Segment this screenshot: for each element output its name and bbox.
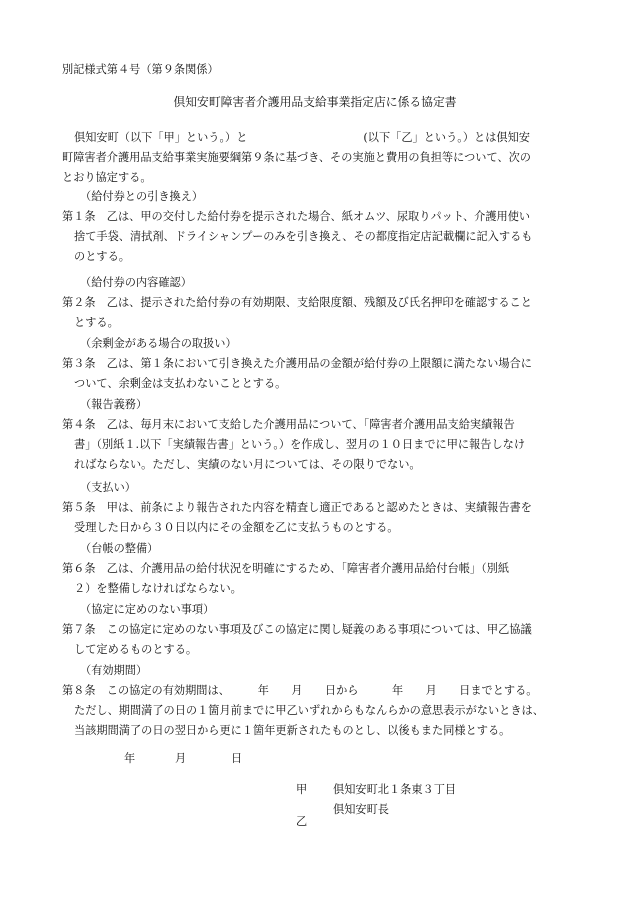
article-line: 捨て手袋、清拭剤、ドライシャンプーのみを引き換え、その都度指定店記載欄に記入するも bbox=[74, 230, 533, 243]
article-line: 第２条 乙は、提示された給付券の有効期限、支給限度額、残額及び氏名押印を確認すること bbox=[62, 296, 532, 309]
article-1 bbox=[62, 187, 590, 267]
intro-line-2: 町障害者介護用品支給事業実施要綱第９条に基づき、その実施と費用の負担等について、次の bbox=[62, 151, 531, 164]
article-heading: （余剰金がある場合の取扱い） bbox=[80, 337, 237, 350]
article-7 bbox=[62, 600, 590, 660]
article-line: とする。 bbox=[74, 316, 119, 329]
article-3 bbox=[62, 334, 590, 394]
article-heading: （支払い） bbox=[80, 481, 136, 494]
date-year-label: 年 bbox=[124, 752, 136, 765]
date-day-label: 日 bbox=[231, 752, 243, 765]
article-heading: （報告義務） bbox=[80, 398, 148, 411]
party-a-address: 倶知安町北１条東３丁目 bbox=[333, 783, 457, 796]
article-line: 当該期間満了の日の翌日から更に１箇年更新されたものとし、以後もまた同様とする。 bbox=[74, 724, 511, 737]
article-8 bbox=[62, 661, 590, 741]
article-5 bbox=[62, 478, 590, 538]
article-line: ２）を整備しなければならない。 bbox=[74, 582, 242, 595]
article-heading: （有効期間） bbox=[80, 664, 148, 677]
article-line: 書」（別紙１.以下「実績報告書」という。）を作成し、翌月の１０日までに甲に報告しなけ bbox=[74, 438, 526, 451]
article-line: 受理した日から３０日以内にその金額を乙に支払うものとする。 bbox=[74, 521, 399, 534]
article-line: ればならない。ただし、実績のない月については、その限りでない。 bbox=[74, 458, 421, 471]
party-b-mark: 乙 bbox=[296, 815, 308, 828]
article-2 bbox=[62, 273, 590, 333]
article-4 bbox=[62, 395, 590, 475]
article-line: のとする。 bbox=[74, 250, 130, 263]
article-line: 第６条 乙は、介護用品の給付状況を明確にするため、「障害者介護用品給付台帳」（別紙 bbox=[62, 562, 510, 575]
article-6 bbox=[62, 539, 590, 599]
signing-date-line bbox=[124, 749, 242, 769]
article-heading: （給付券の内容確認） bbox=[80, 276, 192, 289]
intro-line-1 bbox=[62, 128, 590, 148]
article-line: ただし、期間満了の日の１箇月前までに甲乙いずれからもなんらかの意思表示がないときは、 bbox=[74, 704, 544, 717]
form-label: 別記様式第４号（第９条関係） bbox=[62, 63, 219, 76]
intro-line-1-b: (以下「乙」という。）とは倶知安 bbox=[363, 131, 530, 144]
article-line: 第７条 この協定に定めのない事項及びこの協定に関し疑義のある事項については、甲乙協議 bbox=[62, 623, 532, 636]
article-line: 第５条 甲は、前条により報告された内容を精査し適正であると認めたときは、実績報告書を bbox=[62, 501, 532, 514]
article-line: 第１条 乙は、甲の交付した給付券を提示された場合、紙オムツ、尿取りパット、介護用使い bbox=[62, 210, 531, 223]
intro-line-1-a: 倶知安町（以下「甲」という。）と bbox=[74, 131, 248, 144]
article-line: 第３条 乙は、第１条において引き換えた介護用品の金額が給付券の上限額に満たない場合に bbox=[62, 357, 532, 370]
date-month-label: 月 bbox=[175, 752, 187, 765]
article-heading: （台帳の整備） bbox=[80, 542, 159, 555]
article-heading: （協定に定めのない事項） bbox=[80, 603, 215, 616]
party-a-name: 倶知安町長 bbox=[333, 803, 389, 816]
article-line: 第４条 乙は、毎月末において支給した介護用品について、「障害者介護用品支給実績報告 bbox=[62, 418, 515, 431]
intro-paragraph bbox=[62, 128, 590, 188]
party-a-mark: 甲 bbox=[296, 783, 308, 796]
intro-line-3: とおり協定する。 bbox=[62, 171, 152, 184]
article-line: して定めるものとする。 bbox=[74, 643, 198, 656]
article-line: ついて、余剰金は支払わないこととする。 bbox=[74, 377, 287, 390]
article-line: 第８条 この協定の有効期間は、 年 月 日から 年 月 日までとする。 bbox=[62, 684, 538, 697]
document-title: 倶知安町障害者介護用品支給事業指定店に係る協定書 bbox=[173, 95, 457, 109]
article-heading: （給付券との引き換え） bbox=[80, 190, 204, 203]
